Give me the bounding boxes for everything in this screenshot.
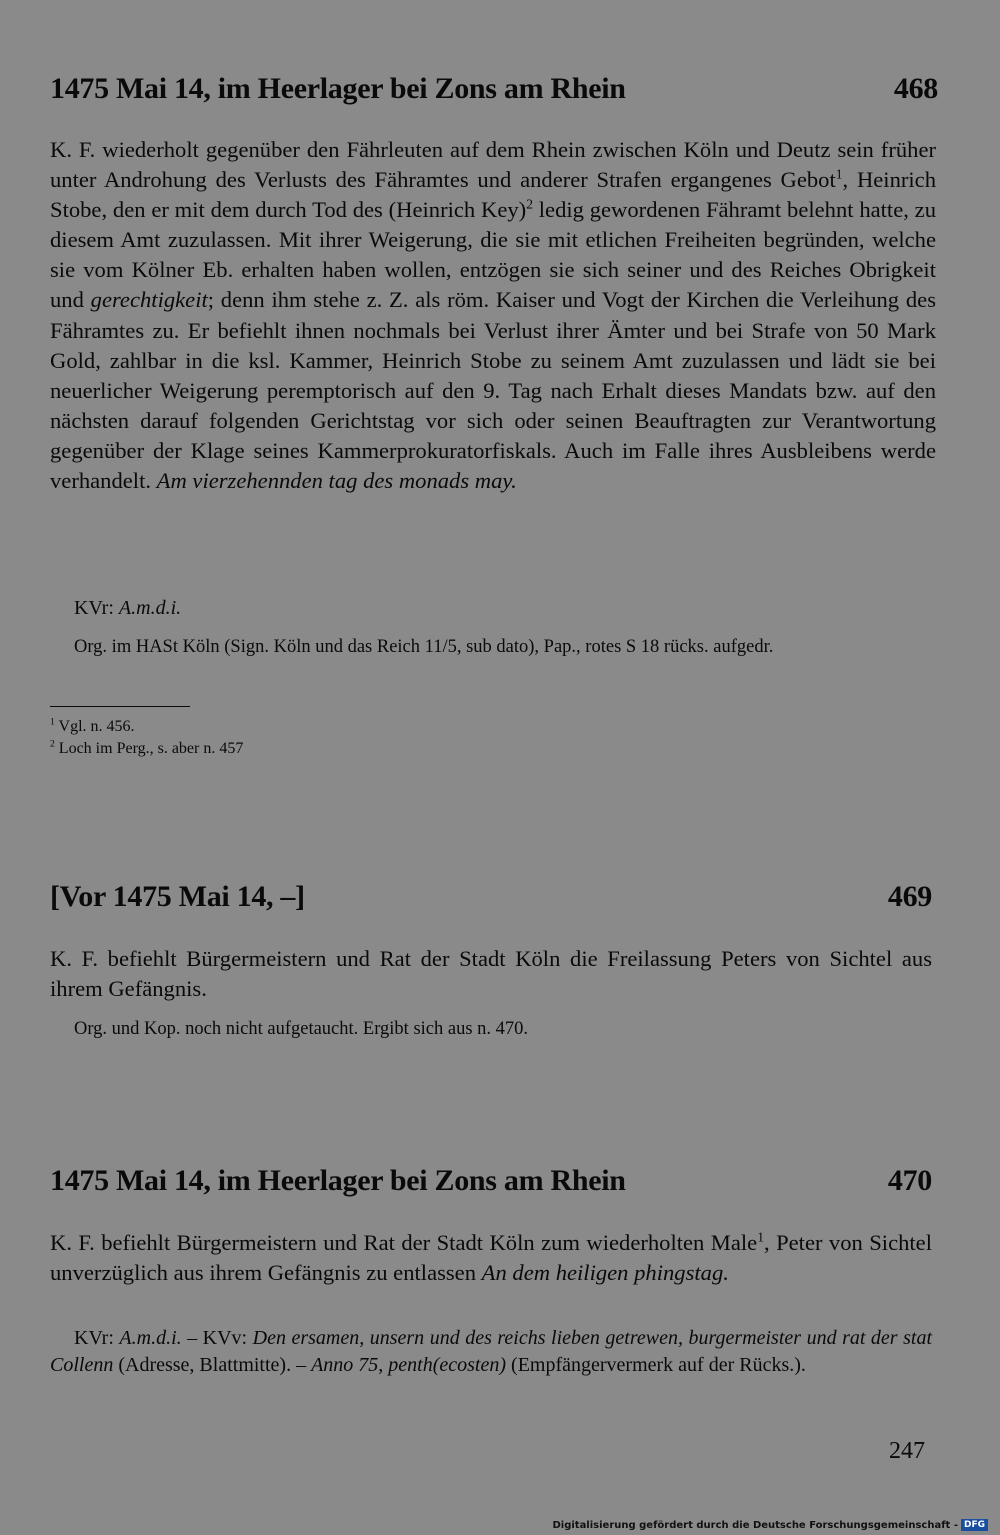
kvv-address: Den ersamen, unsern und des reichs lieben getrewen, burgermeister und rat der stat Collenn [50,1327,932,1376]
doc-468-number: 468 [893,72,938,105]
doc-468-heading [50,72,938,106]
footnote-text: Loch im Perg., s. aber n. 457 [58,740,244,757]
funding-text: Digitalisierung gefördert durch die Deutsche Forschungsgemeinschaft - [552,1519,958,1531]
kvr-label: KVr: [74,597,119,619]
regest-text: K. F. wiederholt gegenüber den Fährleuten auf dem Rhein zwischen Köln und Deutz sein früher unter Androhung des Verlusts des Fähramtes und anderer Strafen ergangenes Gebot [50,137,936,193]
regest-quote: Am vierzehennden tag des monads may. [156,468,517,494]
doc-468-regest [50,135,936,496]
footnote-text: Vgl. n. 456. [58,718,135,735]
funding-footer [552,1517,988,1533]
footnote-mark: 1 [50,716,55,728]
regest-text: , Heinrich Stobe, den er mit dem durch Tod des (Heinrich Key) [50,167,937,223]
kvr-label: KVr: [74,1327,120,1349]
regest-text: ledig gewordenen Fähramt belehnt hatte, zu diesem Amt zuzulassen. Mit ihrer Weigerung, die sie mit etlichen Freiheiten begründen, welche sie vom Kölner Eb. erhalten haben wollen, entzögen sie sich seiner und des Reiches Obrigkeit und [50,197,937,313]
kvv-receipt: Anno 75, penth(ecosten) [311,1354,507,1376]
doc-470-date-place: 1475 Mai 14, im Heerlager bei Zons am Rhein [50,1164,626,1197]
page-number: 247 [889,1438,925,1464]
regest-text: K. F. befiehlt Bürgermeistern und Rat der Stadt Köln zum wiederholten Male [50,1230,758,1255]
regest-text: ; denn ihm stehe z. Z. als röm. Kaiser und Vogt der Kirchen die Verleihung des Fähramtes zu. Er befiehlt ihnen nochmals bei Verlust ihrer Ämter und bei Strafe von 50 Mark Gold, zahlbar in die ksl. Kammer, Heinrich Stobe zu seinem Amt zuzulassen und lädt sie bei neuerlicher Weigerung peremptorisch auf den 9. Tag nach Erhalt dieses Mandats bzw. auf den nächsten darauf folgenden Gerichtstag vor sich oder seinen Beauftragten zur Verantwortung gegenüber der Klage seines Kammerprokuratorfiskals. Auch im Falle ihres Ausbleibens werde verhandelt. [50,287,936,494]
doc-469-source: Org. und Kop. noch nicht aufgetaucht. Ergibt sich aus n. 470. [74,1019,529,1039]
footnote-2 [50,738,243,760]
regest-text: , Peter von Sichtel unverzüglich aus ihrem Gefängnis zu entlassen [50,1230,932,1286]
kvv-note: (Empfängervermerk auf der Rücks.). [506,1354,806,1376]
dfg-logo-icon: DFG [961,1519,988,1531]
footnote-ref: 1 [757,1229,764,1245]
kvv-note: (Adresse, Blattmitte). – [113,1354,312,1376]
kvr-value: A.m.d.i. [119,1327,182,1349]
doc-469-date: [Vor 1475 Mai 14, –] [50,880,305,913]
footnote-ref: 1 [835,166,843,182]
doc-469-regest: K. F. befiehlt Bürgermeistern und Rat der Stadt Köln die Freilassung Peters von Sichtel aus ihrem Gefängnis. [50,946,932,1002]
doc-470-number: 470 [887,1164,932,1197]
footnote-1 [50,716,135,738]
footnote-mark: 2 [50,738,55,750]
doc-469-number: 469 [887,880,932,913]
doc-468-source: Org. im HASt Köln (Sign. Köln und das Reich 11/5, sub dato), Pap., rotes S 18 rücks. aufgedr. [74,637,774,657]
regest-quote: An dem heiligen phingstag. [481,1260,729,1286]
regest-quote: gerechtigkeit [90,287,208,313]
doc-468-kvr [50,595,936,621]
footnote-divider [50,706,190,707]
kvr-value: A.m.d.i. [118,597,182,619]
doc-470-regest [50,1228,932,1288]
kvv-label: – KVv: [181,1327,253,1349]
doc-468-date-place: 1475 Mai 14, im Heerlager bei Zons am Rhein [50,72,626,105]
footnote-ref: 2 [526,196,533,212]
doc-469-heading [50,880,932,914]
doc-470-kvr [50,1325,932,1379]
doc-470-heading [50,1164,932,1198]
